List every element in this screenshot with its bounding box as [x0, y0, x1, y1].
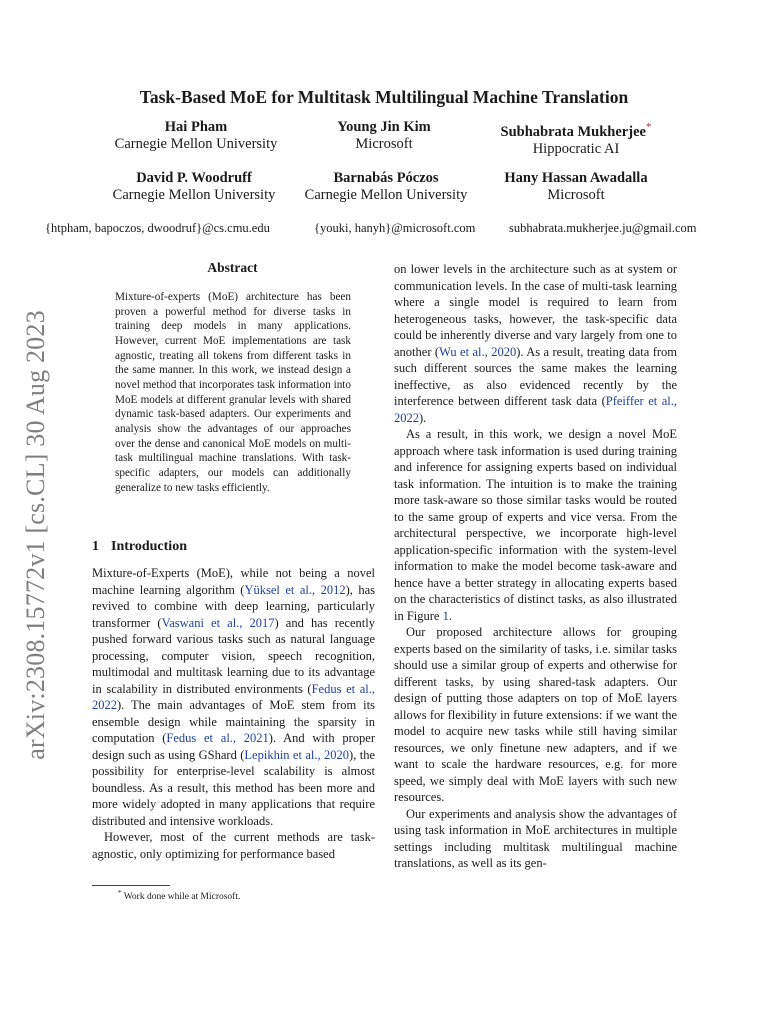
- body-text: ), has revived to combine with deep learning, particularly transformer (: [92, 582, 375, 630]
- section-heading: [92, 539, 187, 555]
- body-text: Our proposed architecture allows for grouping experts based on the similarity of tasks, i.e. similar tasks should use a similar group of experts and otherwise for different tasks, by using shared-task adapters. Our design of putting those adapters on top of MoE layers allows for flexibility in future extensions: if we want the model to acquire new tasks while still having similar resources, we only finetune new adapters, and if we want to scale the hardware resources, e.g. for more speed, we simply deal with MoE layers with such new resources.: [394, 625, 677, 804]
- citation-link[interactable]: 1: [442, 608, 449, 623]
- body-text: ), the possibility for enterprise-level scalability is almost boundless. As a result, this method has been more and more widely adopted in many applications that require distributed and intensive workloads.: [92, 747, 375, 828]
- body-text: However, most of the current methods are task-agnostic, only optimizing for performance based: [92, 830, 375, 861]
- citation-link[interactable]: Fedus et al., 2022: [92, 681, 375, 712]
- paragraph: [394, 261, 677, 426]
- email-microsoft[interactable]: {youki, hanyh}@microsoft.com: [314, 221, 476, 235]
- body-text: ). As a result, treating data from such different sources the same makes the learning ineffective, as also evidenced recently by the interference between different task data (: [394, 344, 677, 408]
- arxiv-identifier-sidebar: [14, 310, 58, 760]
- author-affiliation: Carnegie Mellon University: [304, 187, 468, 203]
- footnote-marker[interactable]: *: [645, 121, 652, 133]
- paragraph: [92, 565, 375, 829]
- body-text: As a result, in this work, we design a novel MoE approach where task information is used during training and inference for assigning experts based on individual task information. The intuition is to make the training more task-aware so those similar tasks would be routed to the same group of experts and vice versa. From the architectural perspective, we incorporate high-level application-specific information with the system-level information to make the model become task-aware and hence have a better strategy in allocating experts based on the characteristics of distinct tasks, as also illustrated in Figure: [394, 427, 677, 623]
- author-block: [456, 170, 696, 204]
- right-column-body: [394, 261, 677, 872]
- body-text: ). And with proper design such as using GShard (: [92, 731, 375, 762]
- citation-link[interactable]: Lepikhin et al., 2020: [244, 747, 350, 762]
- author-name: Young Jin Kim: [337, 119, 431, 135]
- citation-link[interactable]: Pfeiffer et al., 2022: [394, 394, 677, 425]
- author-affiliation: Microsoft: [355, 136, 413, 152]
- citation-link[interactable]: Fedus et al., 2021: [166, 731, 269, 745]
- abstract-text: Mixture-of-experts (MoE) architecture has been proven a powerful method for diverse tasks in training deep models in many applications. However, current MoE implementations are task agnostic, treating all tokens from different tasks in the same manner. In this work, we instead design a novel method that incorporates task information into MoE models at different granular levels with shared dynamic task-based adapters. Our experiments and analysis show the advantages of our approaches over the dense and canonical MoE models on multi-task multilingual machine translations. With task-specific adapters, our models can additionally generalize to new tasks efficiently.: [115, 291, 351, 494]
- paper-title: Task-Based MoE for Multitask Multilingual Machine Translation: [139, 87, 629, 107]
- body-text: Mixture-of-Experts (MoE), while not being a novel machine learning algorithm (: [92, 566, 375, 597]
- author-name: Barnabás Póczos: [333, 170, 439, 186]
- author-block: [456, 119, 696, 158]
- abstract-heading: Abstract: [207, 260, 258, 275]
- author-name: Hany Hassan Awadalla: [504, 170, 648, 186]
- body-text: ) and has recently pushed forward various tasks such as natural language processing, computer vision, speech recognition, multimodal and multitask learning due to its advantage in scalability in distributed environments (: [92, 615, 375, 696]
- body-text: Our experiments and analysis show the advantages of using task information in MoE architectures in multiple settings including multitask multilingual machine translations, as well as its gen-: [394, 806, 677, 870]
- paragraph: [394, 426, 677, 624]
- author-affiliation: Carnegie Mellon University: [112, 187, 276, 203]
- author-affiliation: Microsoft: [547, 187, 605, 203]
- citation-link[interactable]: Vaswani et al., 2017: [161, 615, 275, 630]
- body-text: ). The main advantages of MoE stem from its ensemble design while maintaining the sparsity in computation (: [92, 698, 375, 745]
- paragraph: [394, 624, 677, 806]
- body-text: .: [448, 608, 452, 623]
- author-affiliation: Hippocratic AI: [532, 140, 620, 157]
- footnote-mark: *: [118, 889, 122, 897]
- left-column-body: [92, 565, 375, 862]
- email-cmu[interactable]: {htpham, bapoczos, dwoodruf}@cs.cmu.edu: [45, 221, 270, 235]
- citation-link[interactable]: Wu et al., 2020: [439, 344, 517, 359]
- footnote-text: Work done while at Microsoft.: [123, 892, 241, 903]
- citation-link[interactable]: Yüksel et al., 2012: [244, 582, 346, 597]
- body-text: on lower levels in the architecture such as at system or communication levels. In the case of multi-task learning where a single model is required to learn from heterogeneous tasks, however, the task-specific data could be inherently diverse and vary largely from one to another (: [394, 262, 677, 359]
- author-name: Subhabrata Mukherjee*: [500, 121, 652, 140]
- paragraph: [394, 806, 677, 872]
- footnote-rule: [92, 885, 170, 886]
- section-number: 1: [92, 539, 99, 554]
- footnote: [118, 889, 240, 902]
- author-affiliation: Carnegie Mellon University: [114, 136, 278, 152]
- author-name: Hai Pham: [164, 119, 228, 135]
- author-name: David P. Woodruff: [136, 170, 252, 186]
- section-title: Introduction: [111, 539, 187, 554]
- arxiv-stamp: arXiv:2308.15772v1 [cs.CL] 30 Aug 2023: [21, 310, 50, 760]
- email-gmail[interactable]: subhabrata.mukherjee.ju@gmail.com: [509, 221, 697, 235]
- paragraph: [92, 829, 375, 862]
- body-text: ).: [419, 410, 427, 425]
